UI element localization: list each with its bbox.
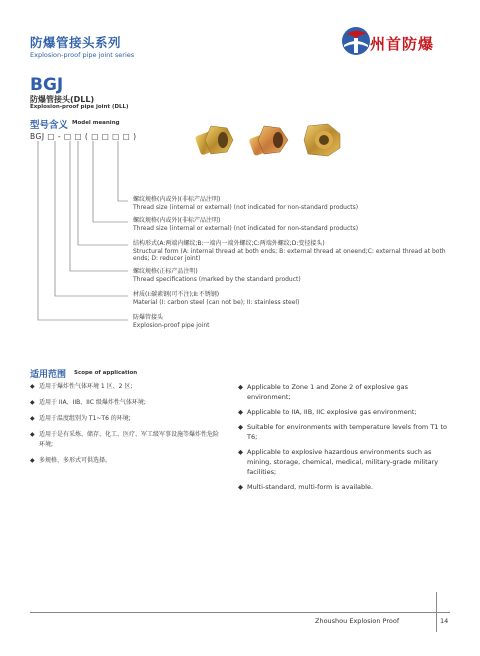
bullet-icon: ◆ bbox=[30, 399, 35, 406]
bullet-icon: ◆ bbox=[30, 457, 35, 464]
bullet-icon: ◆ bbox=[238, 448, 243, 456]
meaning-item: 防爆管接头 Explosion-proof pipe joint bbox=[133, 314, 210, 329]
model-meaning-subtitle: Model meaning bbox=[72, 120, 120, 126]
bullet-icon: ◆ bbox=[30, 415, 35, 422]
list-item: ◆ Multi-standard, multi-form is available. bbox=[238, 483, 374, 491]
bullet-icon: ◆ bbox=[238, 383, 243, 391]
page-number: 14 bbox=[440, 617, 449, 625]
product-model: BGJ bbox=[30, 75, 64, 95]
list-item: ◆ 多规格、多形式可供选择。 bbox=[30, 457, 112, 464]
meaning-item: 材质(Ⅰ:碳素钢(可不注);Ⅱ:不锈钢) Material (I: carbon steel (can not be); II: stainless steel) bbox=[133, 291, 300, 306]
bullet-icon: ◆ bbox=[238, 483, 243, 491]
scope-list-cn bbox=[30, 382, 220, 472]
list-item: ◆ Applicable to Zone 1 and Zone 2 of explosive gas environment; bbox=[238, 383, 408, 401]
list-item: ◆ 适用于爆炸性气体环境 1 区、2 区; bbox=[30, 383, 133, 390]
list-item: ◆ 适用于是有采炼、储存、化工、医疗、军工级军事设施等爆炸性危险环境; bbox=[30, 431, 220, 448]
scope-title: 适用范围 bbox=[30, 370, 67, 380]
footer-marker bbox=[436, 592, 437, 632]
model-meaning-title: 型号含义 bbox=[30, 120, 69, 131]
pipe-joint-image-3 bbox=[302, 120, 346, 160]
bullet-icon: ◆ bbox=[238, 423, 243, 431]
list-item: ◆ Applicable to IIA, IIB, IIC explosive gas environment; bbox=[238, 408, 417, 416]
product-name-cn: 防爆管接头(DLL) bbox=[30, 95, 95, 104]
series-title: 防爆管接头系列 bbox=[30, 35, 122, 50]
product-name-en: Explosion-proof pipe joint (DLL) bbox=[30, 104, 129, 110]
bullet-icon: ◆ bbox=[238, 408, 243, 416]
list-item: ◆ 适用于温度组别为 T1~T6 的环境; bbox=[30, 415, 131, 422]
meaning-item: 结构形式(A:两端内螺纹;B:一端内一端外螺纹;C:两端外螺纹;D:变径接头) Structural form (A: internal thread at both ends; B: external thread at oneend;C: external thread at both ends; D: reducer joint) bbox=[133, 240, 446, 262]
scope-subtitle: Scope of application bbox=[74, 370, 138, 376]
footer-company: Zhoushou Explosion Proof bbox=[315, 617, 400, 625]
series-subtitle: Explosion-proof pipe joint series bbox=[30, 51, 135, 59]
model-code: BGJ □ - □ □ ( □ □ □ □ ) bbox=[30, 132, 137, 141]
list-item: ◆ Applicable to explosive hazardous environments such as mining, storage, chemical, medical, military-grade military facilities; bbox=[238, 448, 439, 476]
meaning-item: 螺纹规格(正标产品注明) Thread specifications (marked by the standard product) bbox=[133, 268, 301, 283]
list-item: ◆ 适用于 IIA、IIB、IIC 级爆炸性气体环境; bbox=[30, 399, 146, 406]
scope-list-en bbox=[238, 382, 453, 497]
meaning-item: 螺纹规格(内或外)(非标产品注明) Thread size (internal or external) (not indicated for non-standard products) bbox=[133, 217, 359, 232]
bullet-icon: ◆ bbox=[30, 431, 35, 438]
brand-name: 州首防爆 bbox=[370, 35, 435, 53]
pipe-joint-image-1 bbox=[193, 120, 237, 160]
list-item: ◆ Suitable for environments with temperature levels from T1 to T6; bbox=[238, 423, 448, 441]
meaning-item: 螺纹规格(内或外)(非标产品注明) Thread size (internal or external) (not indicated for non-standard products) bbox=[133, 196, 359, 211]
footer-divider bbox=[30, 612, 450, 613]
pipe-joint-image-2 bbox=[248, 120, 292, 160]
bullet-icon: ◆ bbox=[30, 383, 35, 390]
